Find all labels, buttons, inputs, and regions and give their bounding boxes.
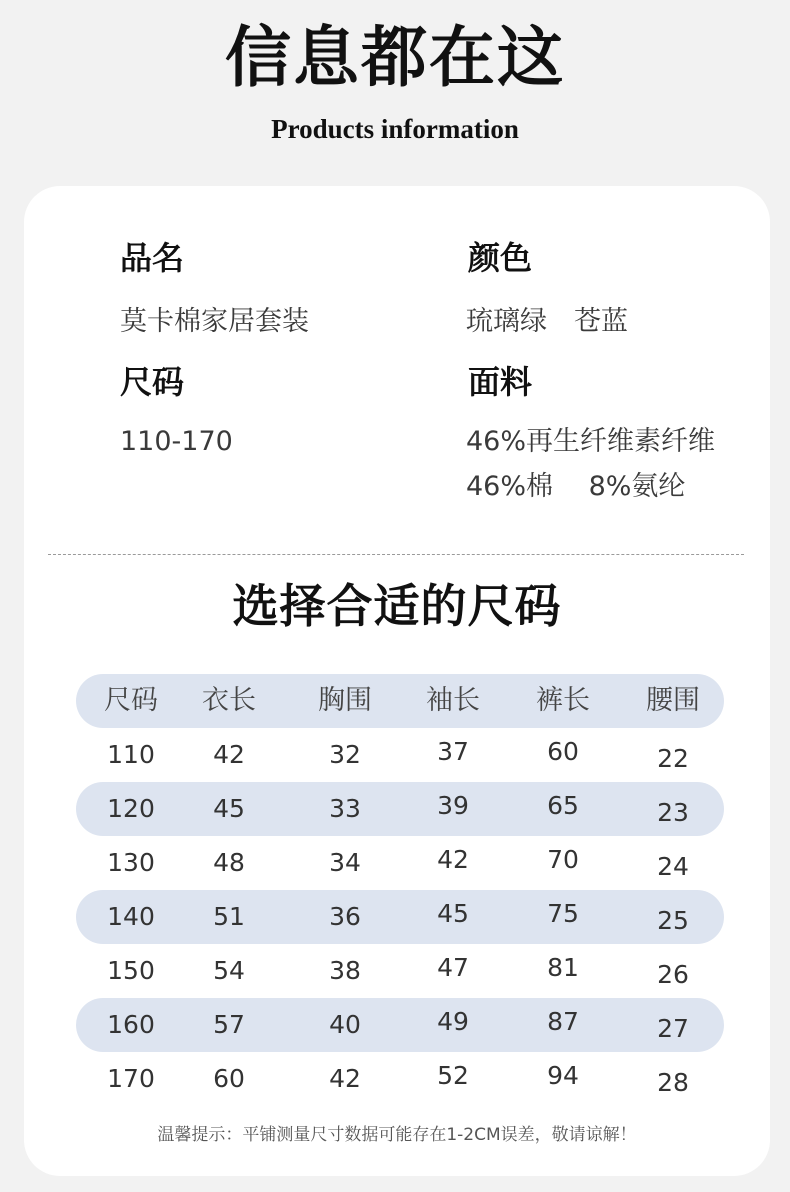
- color-value: 琉璃绿 苍蓝: [466, 306, 628, 337]
- table-cell: 38: [329, 956, 361, 985]
- table-cell: 81: [547, 953, 579, 982]
- page-subtitle: Products information: [271, 114, 519, 144]
- table-header-cell: 衣长: [202, 685, 256, 716]
- measurement-note: 温馨提示：平铺测量尺寸数据可能存在1-2CM误差，敬请谅解！: [157, 1125, 637, 1145]
- table-cell: 42: [213, 740, 245, 769]
- table-cell: 49: [437, 1007, 469, 1036]
- dashed-divider: [48, 554, 744, 555]
- table-cell: 28: [657, 1068, 689, 1097]
- table-row: [76, 890, 724, 944]
- table-cell: 45: [437, 899, 469, 928]
- table-header-cell: 袖长: [426, 685, 480, 716]
- table-cell: 25: [657, 906, 689, 935]
- table-cell: 130: [107, 848, 155, 877]
- table-cell: 45: [213, 794, 245, 823]
- table-body: [76, 728, 724, 1106]
- table-cell: 42: [437, 845, 469, 874]
- table-header-cell: 胸围: [318, 685, 372, 716]
- table-row: [76, 728, 724, 782]
- table-cell: 33: [329, 794, 361, 823]
- table-header-cell: 腰围: [646, 685, 700, 716]
- size-label: 尺码: [120, 363, 185, 401]
- table-header-cell: 裤长: [536, 685, 590, 716]
- size-value: 110-170: [120, 426, 233, 457]
- table-cell: 39: [437, 791, 469, 820]
- product-name-value: 莫卡棉家居套装: [120, 306, 309, 337]
- table-cell: 57: [213, 1010, 245, 1039]
- table-row: [76, 782, 724, 836]
- table-header-row: [76, 674, 724, 728]
- table-cell: 60: [213, 1064, 245, 1093]
- color-label: 颜色: [468, 239, 533, 277]
- table-cell: 42: [329, 1064, 361, 1093]
- table-cell: 24: [657, 852, 689, 881]
- fabric-label: 面料: [468, 363, 533, 401]
- table-cell: 26: [657, 960, 689, 989]
- table-cell: 52: [437, 1061, 469, 1090]
- table-cell: 150: [107, 956, 155, 985]
- table-cell: 48: [213, 848, 245, 877]
- product-name-label: 品名: [120, 239, 185, 277]
- table-cell: 22: [657, 744, 689, 773]
- page-title: 信息都在这: [225, 19, 565, 96]
- table-cell: 54: [213, 956, 245, 985]
- size-chart-title: 选择合适的尺码: [232, 579, 562, 633]
- table-cell: 75: [547, 899, 579, 928]
- table-cell: 120: [107, 794, 155, 823]
- table-row: [76, 1052, 724, 1106]
- table-cell: 47: [437, 953, 469, 982]
- table-cell: 94: [547, 1061, 579, 1090]
- table-cell: 87: [547, 1007, 579, 1036]
- table-cell: 37: [437, 737, 469, 766]
- table-cell: 65: [547, 791, 579, 820]
- table-row: [76, 998, 724, 1052]
- fabric-value-line2: 46%棉 8%氨纶: [466, 471, 686, 502]
- size-table: [76, 674, 724, 1106]
- table-cell: 110: [107, 740, 155, 769]
- table-cell: 170: [107, 1064, 155, 1093]
- info-card: [24, 186, 770, 1176]
- table-cell: 160: [107, 1010, 155, 1039]
- table-cell: 40: [329, 1010, 361, 1039]
- table-cell: 70: [547, 845, 579, 874]
- table-cell: 23: [657, 798, 689, 827]
- table-row: [76, 944, 724, 998]
- table-header-cell: 尺码: [104, 685, 158, 716]
- table-cell: 27: [657, 1014, 689, 1043]
- table-cell: 36: [329, 902, 361, 931]
- table-cell: 140: [107, 902, 155, 931]
- table-cell: 60: [547, 737, 579, 766]
- table-cell: 32: [329, 740, 361, 769]
- table-cell: 51: [213, 902, 245, 931]
- table-row: [76, 836, 724, 890]
- fabric-value-line1: 46%再生纤维素纤维: [466, 426, 716, 457]
- table-cell: 34: [329, 848, 361, 877]
